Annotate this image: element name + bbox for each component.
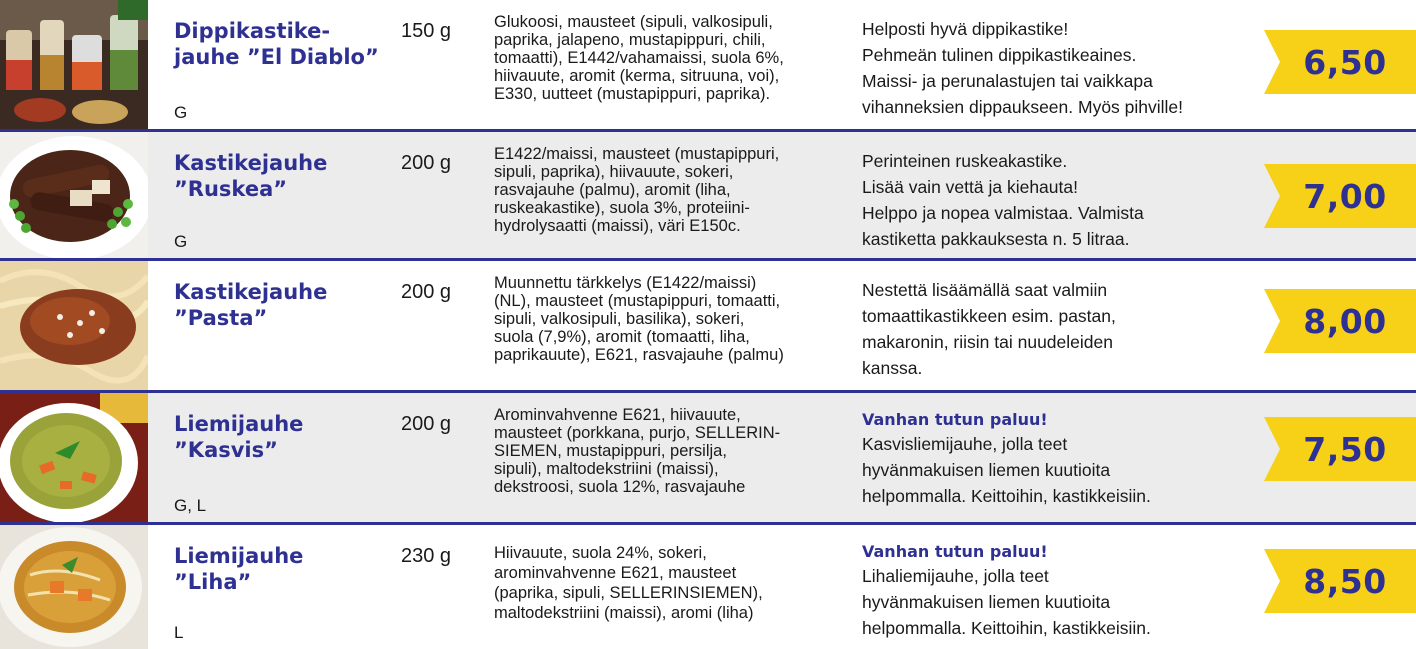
- product-row: [0, 261, 1416, 390]
- description-body: Nestettä lisäämällä saat valmiin tomaattikastikkeen esim. pastan, makaronin, riisin tai nuudeleiden kanssa.: [862, 280, 1116, 378]
- product-price: 7,50: [1303, 429, 1387, 469]
- ingredients-text: Hiivauute, suola 24%, sokeri, arominvahvenne E621, mausteet (paprika, sipuli, SELLERINSIEMEN), maltodekstriini (maissi), aromi (liha): [494, 544, 763, 622]
- description-body: Perinteinen ruskeakastike. Lisää vain vettä ja kiehauta! Helppo ja nopea valmistaa. Valmista kastiketta pakkauksesta n. 5 litraa.: [862, 151, 1144, 249]
- allergen-info: G, L: [174, 496, 207, 515]
- ingredients-text: Glukoosi, mausteet (sipuli, valkosipuli, paprika, jalapeno, mustapippuri, chili, tomaatti), E1442/vahamaissi, suola 6%, hiivauute, aromit (kerma, sitruuna, voi), E330, uutteet (mustapippuri, paprika).: [494, 13, 784, 103]
- allergen-info: L: [174, 623, 184, 642]
- meat-broth-photo: [0, 525, 148, 649]
- product-row: [0, 0, 1416, 129]
- product-weight: 200 g: [401, 152, 452, 174]
- allergen-info: G: [174, 232, 188, 251]
- allergen-info: G: [174, 103, 188, 122]
- product-name: Liemijauhe ”Kasvis”: [174, 412, 304, 462]
- product-price: 7,00: [1303, 176, 1387, 216]
- description-headline: Vanhan tutun paluu!: [862, 542, 1048, 561]
- product-price: 8,50: [1303, 561, 1387, 601]
- description-body: Kasvisliemijauhe, jolla teet hyvänmakuisen liemen kuutioita helpommalla. Keittoihin, kastikkeisiin.: [862, 434, 1151, 506]
- product-name: Dippikastike- jauhe ”El Diablo”: [174, 19, 379, 69]
- product-weight: 200 g: [401, 413, 452, 435]
- vegetable-soup-photo: [0, 393, 148, 522]
- price-tag: [1254, 30, 1416, 94]
- product-name: Kastikejauhe ”Ruskea”: [174, 151, 328, 201]
- product-weight: 200 g: [401, 281, 452, 303]
- price-tag: [1254, 549, 1416, 613]
- product-weight: 230 g: [401, 545, 452, 567]
- sausage-gravy-peas-photo: [0, 132, 148, 258]
- product-row: [0, 525, 1416, 649]
- product-row: [0, 132, 1416, 258]
- price-tag: [1254, 164, 1416, 228]
- spaghetti-bolognese-photo: [0, 261, 148, 390]
- ingredients-text: E1422/maissi, mausteet (mustapippuri, sipuli, paprika), hiivauute, sokeri, rasvajauhe (palmu), aromit (liha, ruskeakastike), suola 3%, proteiini- hydrolysaatti (maissi), väri E150c.: [494, 145, 780, 235]
- product-description: [862, 277, 1262, 381]
- product-description: [862, 541, 1262, 641]
- price-tag: [1254, 289, 1416, 353]
- price-tag: [1254, 417, 1416, 481]
- product-description: [862, 16, 1262, 120]
- description-headline: Vanhan tutun paluu!: [862, 410, 1048, 429]
- product-weight: 150 g: [401, 20, 452, 42]
- product-price: 8,00: [1303, 301, 1387, 341]
- product-price: 6,50: [1303, 42, 1387, 82]
- spice-jars-photo: [0, 0, 148, 129]
- ingredients-text: Muunnettu tärkkelys (E1422/maissi) (NL), mausteet (mustapippuri, tomaatti, sipuli, valkosipuli, basilika), sokeri, suola (7,9%), aromit (tomaatti, liha, paprikauute), E621, rasvajauhe (palmu): [494, 274, 784, 364]
- description-body: Lihaliemijauhe, jolla teet hyvänmakuisen liemen kuutioita helpommalla. Keittoihin, kastikkeisiin.: [862, 566, 1151, 638]
- product-description: [862, 409, 1262, 509]
- product-row: [0, 393, 1416, 522]
- product-name: Liemijauhe ”Liha”: [174, 544, 304, 594]
- ingredients-text: Arominvahvenne E621, hiivauute, mausteet (porkkana, purjo, SELLERIN- SIEMEN, mustapippuri, persilja, sipuli), maltodekstriini (maissi), dekstroosi, suola 12%, rasvajauhe: [494, 406, 781, 496]
- description-body: Helposti hyvä dippikastike! Pehmeän tulinen dippikastikeaines. Maissi- ja perunalastujen tai vaikkapa vihanneksien dippaukseen. Myös pihville!: [862, 19, 1184, 117]
- product-name: Kastikejauhe ”Pasta”: [174, 280, 328, 330]
- product-description: [862, 148, 1262, 252]
